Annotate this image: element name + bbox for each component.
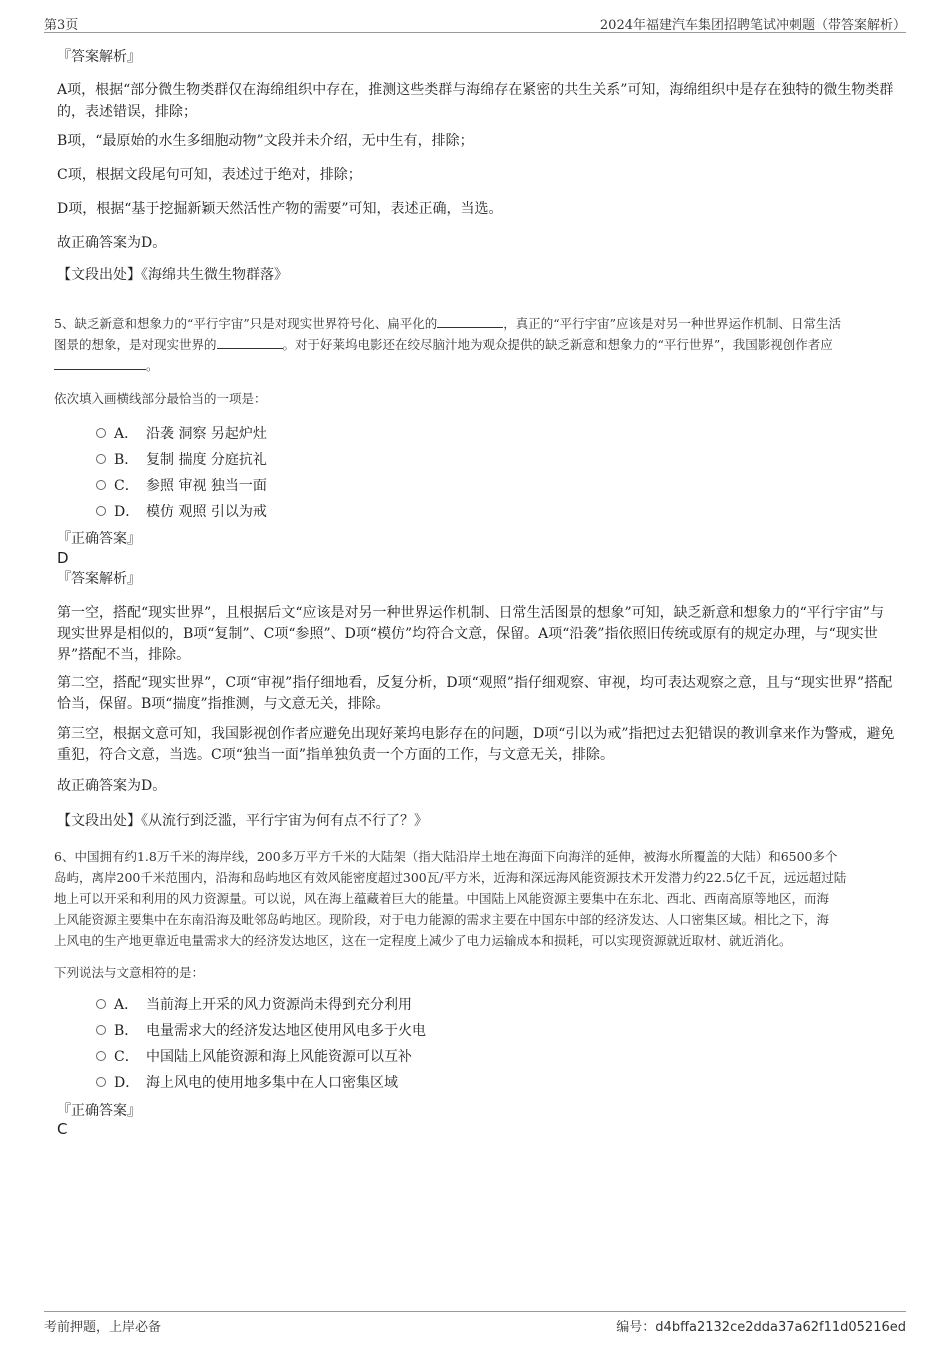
fill-blank-3 xyxy=(54,357,146,370)
analysis-blank-3: 第三空，根据文意可知，我国影视创作者应避免出现好莱坞电影存在的问题，D项“引以为戒”指把过去犯错误的教训拿来作为警戒，避免重犯，符合文意，当选。C项“独当一面”指单独负责一个方面的工作，与文意无关，排除。 xyxy=(57,726,895,763)
radio-icon[interactable] xyxy=(96,428,106,438)
fill-blank-2 xyxy=(217,336,283,349)
footer-slogan: 考前押题，上岸必备 xyxy=(44,1320,162,1335)
analysis-label: 『答案解析』 xyxy=(57,571,141,587)
radio-icon[interactable] xyxy=(96,480,106,490)
correct-answer-label: 『正确答案』 xyxy=(57,531,141,547)
fill-blank-1 xyxy=(437,315,503,328)
page-header xyxy=(44,10,906,33)
source-citation: 【文段出处】《海绵共生微生物群落》 xyxy=(57,267,288,283)
question-5-stem: 5、缺乏新意和想象力的“平行宇宙”只是对现实世界符号化、扁平化的 ，真正的“平行宇宙”应该是对另一种世界运作机制、日常生活 图景的想象，是对现实世界的 。对于好莱坞电影还在绞尽脑汁地为观众提供的缺乏新意和想象力的“平行世界”，我国影视创作者应 。 xyxy=(54,316,842,373)
analysis-label: 『答案解析』 xyxy=(57,49,141,65)
source-citation: 【文段出处】《从流行到泛滥，平行宇宙为何有点不行了？》 xyxy=(57,813,428,829)
analysis-option-b: B项，“最原始的水生多细胞动物”文段并未介绍，无中生有，排除； xyxy=(57,133,474,149)
radio-icon[interactable] xyxy=(96,1051,106,1061)
document-title: 2024年福建汽车集团招聘笔试冲刺题（带答案解析） xyxy=(599,18,906,33)
option-c[interactable]: C． 中国陆上风能资源和海上风能资源可以互补 xyxy=(96,1047,412,1067)
option-a[interactable]: A． 当前海上开采的风力资源尚未得到充分利用 xyxy=(96,995,412,1015)
option-d[interactable]: D． 模仿 观照 引以为戒 xyxy=(96,502,267,522)
radio-icon[interactable] xyxy=(96,999,106,1009)
radio-icon[interactable] xyxy=(96,1025,106,1035)
radio-icon[interactable] xyxy=(96,454,106,464)
option-c[interactable]: C． 参照 审视 独当一面 xyxy=(96,476,267,496)
option-a[interactable]: A． 沿袭 洞察 另起炉灶 xyxy=(96,424,267,444)
question-6-stem: 6、中国拥有约1.8万千米的海岸线，200多万平方千米的大陆架（指大陆沿岸土地在海面下向海洋的延伸，被海水所覆盖的大陆）和6500多个 岛屿，离岸200千米范围内，沿海和岛屿地区有效风能密度超过300瓦/平方米，近海和深远海风能资源技术开发潜力约22.5亿千瓦，远远超过陆 地上可以开采和利用的风力资源量。可以说，风在海上蕴藏着巨大的能量。中国陆上风能资源主要集中在东北、西北、西南高原等地区，而海 上风能资源主要集中在东南沿海及毗邻岛屿地区。现阶段，对于电力能源的需求主要在中国东中部的经济发达、人口密集区域。相比之下，海 上风电的生产地更靠近电量需求大的经济发达地区，这在一定程度上减少了电力运输成本和损耗，可以实现资源就近取材、就近消化。 xyxy=(54,849,847,948)
analysis-conclusion: 故正确答案为D。 xyxy=(57,778,167,794)
page-footer xyxy=(44,1311,906,1336)
analysis-blank-1: 第一空，搭配“现实世界”，且根据后文“应该是对另一种世界运作机制、日常生活图景的想象”可知，缺乏新意和想象力的“平行宇宙”与现实世界是相似的，B项“复制”、C项“参照”、D项“模仿”均符合文意，保留。A项“沿袭”指依照旧传统或原有的规定办理，与“现实世界”搭配不当，排除。 xyxy=(57,605,884,663)
analysis-blank-2: 第二空，搭配“现实世界”，C项“审视”指仔细地看，反复分析，D项“观照”指仔细观察、审视，均可表达观察之意，且与“现实世界”搭配恰当，保留。B项“揣度”指推测，与文意无关，排除。 xyxy=(57,675,893,712)
page-number: 第3页 xyxy=(44,18,79,33)
question-6-prompt: 下列说法与文意相符的是： xyxy=(54,965,205,980)
question-5-prompt: 依次填入画横线部分最恰当的一项是： xyxy=(54,391,267,406)
option-b[interactable]: B． 电量需求大的经济发达地区使用风电多于火电 xyxy=(96,1021,426,1041)
analysis-option-a: A项，根据“部分微生物类群仅在海绵组织中存在，推测这些类群与海绵存在紧密的共生关系”可知，海绵组织中是存在独特的微生物类群的，表述错误，排除； xyxy=(57,82,894,120)
radio-icon[interactable] xyxy=(96,1077,106,1087)
option-d[interactable]: D． 海上风电的使用地多集中在人口密集区域 xyxy=(96,1073,398,1093)
radio-icon[interactable] xyxy=(96,506,106,516)
analysis-conclusion: 故正确答案为D。 xyxy=(57,235,167,251)
correct-answer: D xyxy=(57,549,69,567)
document-code: 编号：d4bffa2132ce2dda37a62f11d05216ed xyxy=(616,1320,906,1335)
analysis-option-c: C项，根据文段尾句可知，表述过于绝对，排除； xyxy=(57,167,362,183)
correct-answer: C xyxy=(57,1120,68,1138)
correct-answer-label: 『正确答案』 xyxy=(57,1103,141,1119)
option-b[interactable]: B． 复制 揣度 分庭抗礼 xyxy=(96,450,267,470)
analysis-option-d: D项，根据“基于挖掘新颖天然活性产物的需要”可知，表述正确，当选。 xyxy=(57,201,503,217)
